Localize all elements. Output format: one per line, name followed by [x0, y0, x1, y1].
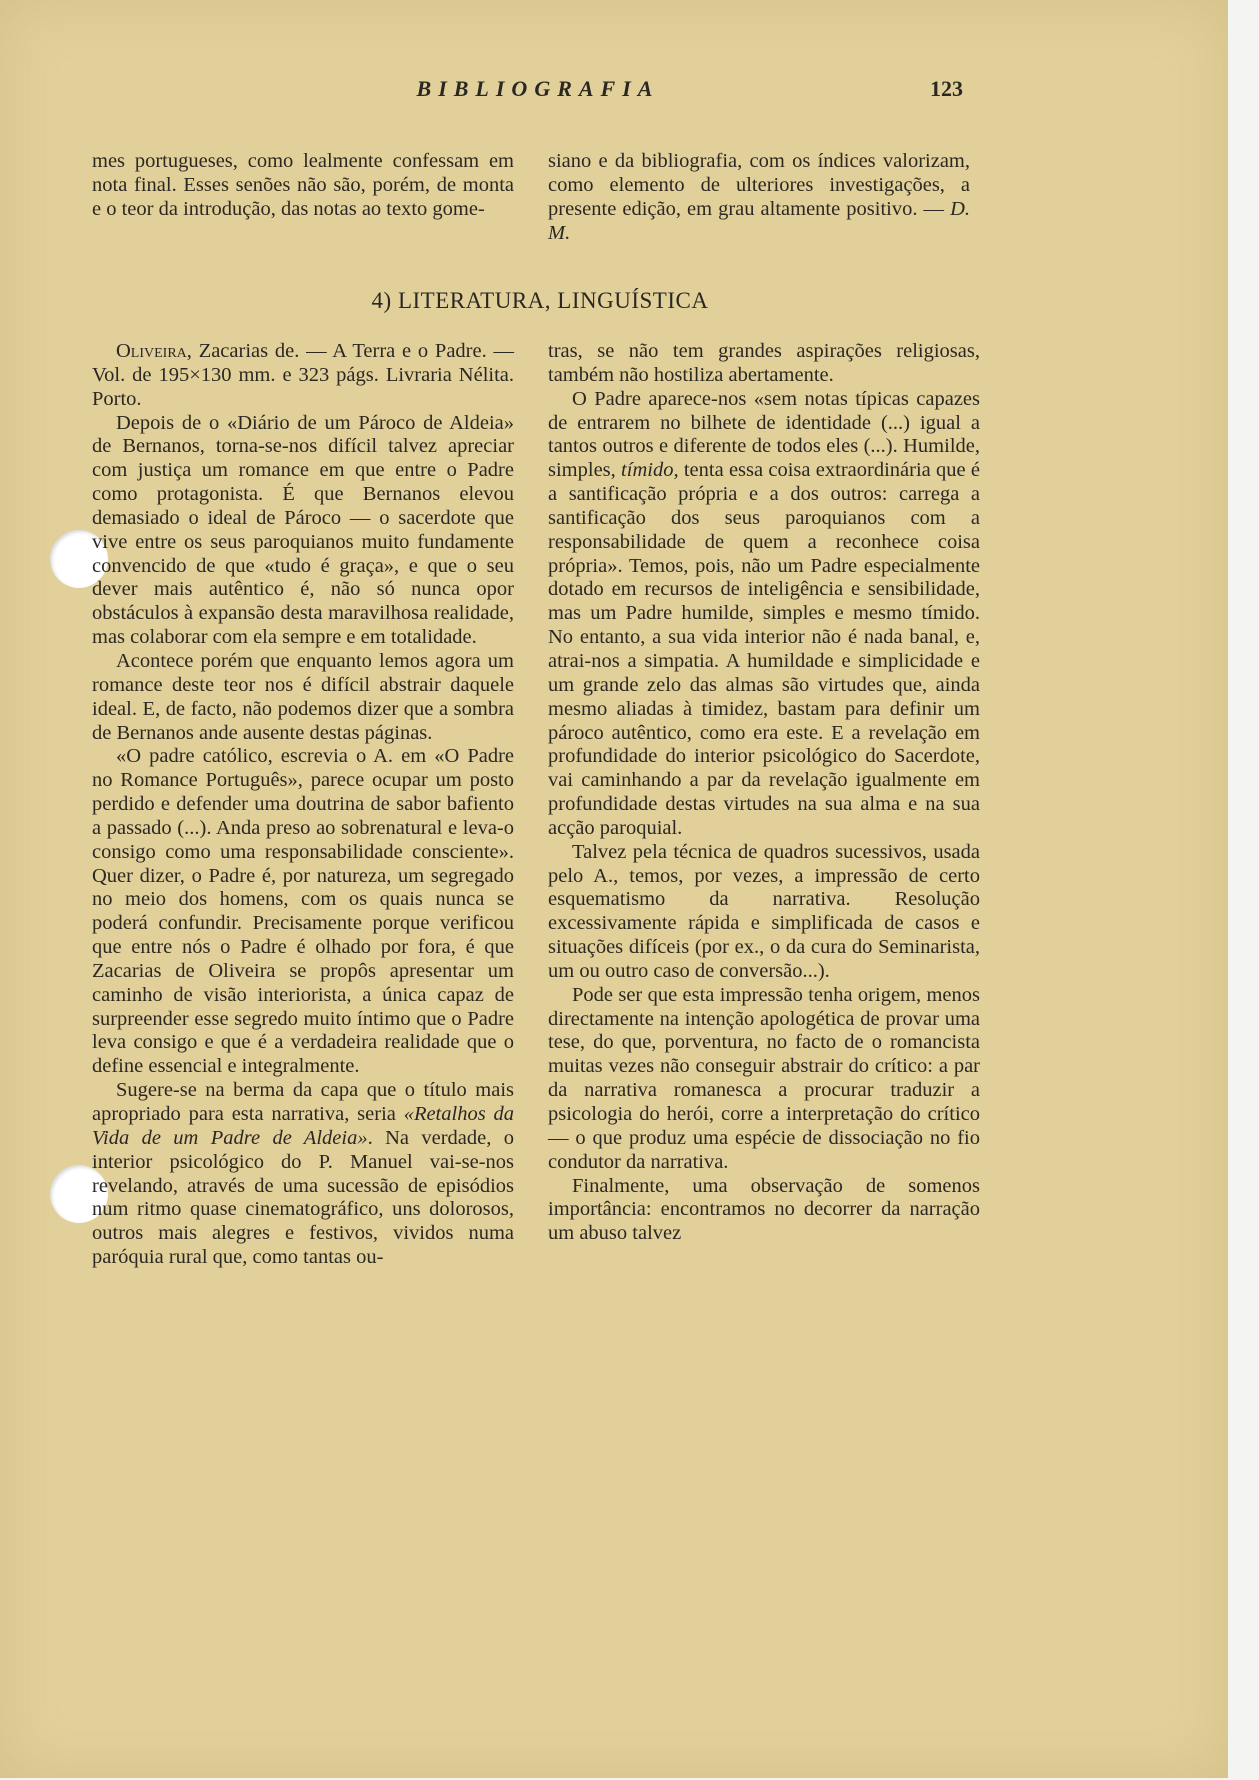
previous-review-left-text: mes portugueses, como lealmente confessam em nota final. Esses senões não são, porém, de monta e o teor da introdução, das notas ao texto gome-: [92, 150, 514, 220]
review-left-column: [92, 340, 514, 1270]
publication-details: — Vol. de 195×130 mm. e 323 págs. Livraria Nélita. Porto.: [92, 340, 515, 410]
review-paragraph: Pode ser que esta impressão tenha origem, menos directamente na intenção apologética de provar uma tese, do que, porventura, no facto de o romancista muitas vezes não conseguir abstrair do crítico: a par da narrativa romanesca a procurar traduzir a psicologia do herói, corre a interpretação do crítico — o que produz uma espécie de dissociação no fio condutor da narrativa.: [548, 983, 980, 1173]
review-paragraph: «O padre católico, escrevia o A. em «O Padre no Romance Português», parece ocupar um posto perdido e defender uma doutrina de sabor bafiento a passado (...). Anda preso ao sobrenatural e leva-o consigo como uma responsabilidade consciente». Quer dizer, o Padre é, por natureza, um segregado no meio dos homens, com os quais nunca se poderá confundir. Precisamente porque verificou que entre nós o Padre é olhado por fora, é que Zacarias de Oliveira se propôs apresentar um caminho de visão interiorista, a única capaz de surpreender esse segredo muito íntimo que o Padre leva consigo e que é a verdadeira realidade que o define essencial e integralmente.: [92, 745, 514, 1078]
running-title: BIBLIOGRAFIA: [416, 76, 660, 101]
author-surname: Oliveira: [116, 340, 187, 362]
previous-review-left: [92, 150, 514, 222]
review-right-column: [548, 340, 980, 1246]
page-number: 123: [930, 76, 963, 101]
review-paragraph: [548, 388, 980, 841]
suggested-title: «Retalhos da Vida de um Padre de Aldeia»: [92, 1103, 514, 1149]
suggestion-end: . Na verdade, o interior psicológico do P. Manuel vai-se-nos revelando, através de uma sucessão de episódios num ritmo quase cinematográfico, uns dolorosos, outros mais alegres e festivos, vividos numa paróquia rural que, como tantas ou-: [92, 1126, 514, 1269]
bibliographic-entry: [92, 340, 514, 412]
padre-end: tenta essa coisa extraordinária que é a santificação própria e a dos outros: carrega a santificação dos seus paroquianos com a responsabilidade de quem a reconhece coisa própria». Temos, pois, não um Padre especialmente dotado em recursos de inteligência e sensibilidade, mas um Padre humilde, simples e mesmo tímido. No entanto, a sua vida interior não é nada banal, e, atrai-nos a simpatia. A humildade e simplicidade e um grande zelo das almas são virtudes que, ainda mesmo aliadas à timidez, bastam para definir um pároco autêntico, como era este. E a revelação em profundidade do interior psicológico do Sacerdote, vai caminhando a par da revelação igualmente em profundidade destas virtudes na sua alma e na sua acção paroquial.: [548, 459, 980, 839]
padre-start: O Padre aparece-nos «sem notas típicas capazes de entrarem no bilhete de identidade (...) igual a tantos outros e diferente de todos eles (...). Humilde, simples,: [548, 387, 980, 482]
review-paragraph: Talvez pela técnica de quadros sucessivos, usada pelo A., temos, por vezes, a impressão de certo esquematismo da narrativa. Resolução excessivamente rápida e simplificada de casos e situações difíceis (por ex., o da cura do Seminarista, um ou outro caso de conversão...).: [548, 840, 980, 982]
reviewer-initials: D. M.: [548, 197, 970, 244]
author-given: , Zacarias de. —: [186, 340, 333, 362]
page-header: [0, 76, 1228, 116]
review-paragraph: Acontece porém que enquanto lemos agora um romance deste teor nos é difícil abstrair daquele ideal. E, de facto, não podemos dizer que a sombra de Bernanos ande ausente destas páginas.: [92, 649, 514, 744]
review-continuation: tras, se não tem grandes aspirações religiosas, também não hostiliza abertamente.: [548, 340, 980, 386]
padre-emphasis: tímido,: [621, 459, 679, 482]
book-title: A Terra e o Padre.: [332, 340, 487, 362]
previous-review-right: [548, 150, 970, 245]
section-heading: 4) LITERATURA, LINGUÍSTICA: [371, 288, 709, 313]
previous-review-right-text: siano e da bibliografia, com os índices valorizam, como elemento de ulteriores investigações, a presente edição, em grau altamente positivo. —: [548, 150, 970, 220]
previous-review-right-paragraph: [548, 150, 970, 245]
review-paragraph: Depois de o «Diário de um Pároco de Aldeia» de Bernanos, torna-se-nos difícil talvez apreciar com justiça um romance em que entre o Padre como protagonista. É que Bernanos elevou demasiado o ideal de Pároco — o sacerdote que vive entre os seus paroquianos muito fundamente convencido de que «tudo é graça», e que o seu dever mais autêntico é, não só nunca opor obstáculos à expansão desta maravilhosa realidade, mas colaborar com ela sempre e em totalidade.: [92, 411, 514, 649]
suggestion-start: Sugere-se na berma da capa que o título mais apropriado para esta narrativa, seria: [92, 1079, 514, 1125]
review-paragraph: [92, 1079, 514, 1270]
review-paragraph: Finalmente, uma observação de somenos importância: encontramos no decorrer da narração um abuso talvez: [548, 1174, 980, 1245]
